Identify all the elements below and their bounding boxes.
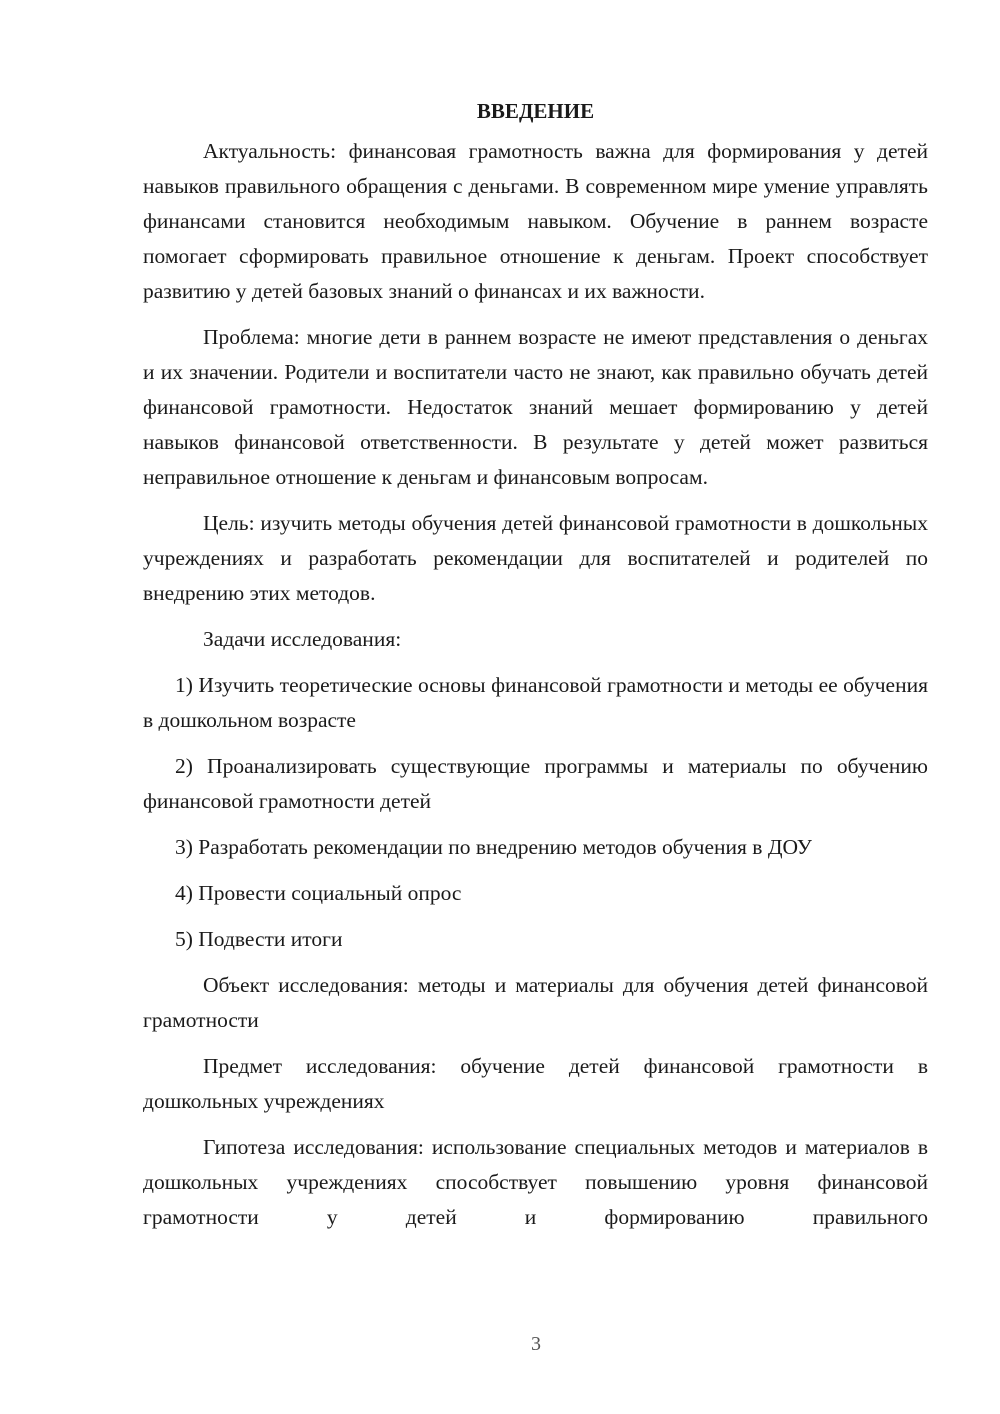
page-content [143, 94, 928, 1235]
list-item: 2) Проанализировать существующие программы и материалы по обучению финансовой грамотности детей [143, 754, 928, 813]
paragraph-relevance: Актуальность: финансовая грамотность важна для формирования у детей навыков правильного обращения с деньгами. В современном мире умение управлять финансами становится необходимым навыком. Обучение в раннем возрасте помогает сформировать правильное отношение к деньгам. Проект способствует развитию у детей базовых знаний о финансах и их важности. [143, 139, 928, 303]
page-number: 3 [531, 1333, 541, 1355]
list-item: 5) Подвести итоги [175, 927, 343, 951]
list-item: 3) Разработать рекомендации по внедрению методов обучения в ДОУ [175, 835, 813, 859]
paragraph-object: Объект исследования: методы и материалы для обучения детей финансовой грамотности [143, 973, 928, 1032]
paragraph-problem: Проблема: многие дети в раннем возрасте не имеют представления о деньгах и их значении. Родители и воспитатели часто не знают, как правильно обучать детей финансовой грамотности. Недостаток знаний мешает формированию у детей навыков финансовой ответственности. В результате у детей может развиться неправильное отношение к деньгам и финансовым вопросам. [143, 325, 928, 489]
page-title: ВВЕДЕНИЕ [476, 99, 595, 123]
list-item: 1) Изучить теоретические основы финансовой грамотности и методы ее обучения в дошкольном возрасте [143, 673, 928, 732]
paragraph-hypothesis: Гипотеза исследования: использование специальных методов и материалов в дошкольных учреждениях способствует повышению уровня финансовой грамотности у детей и формированию правильного [143, 1135, 928, 1229]
paragraph-subject: Предмет исследования: обучение детей финансовой грамотности в дошкольных учреждениях [143, 1054, 928, 1113]
tasks-list [143, 668, 928, 957]
list-item: 4) Провести социальный опрос [175, 881, 462, 905]
tasks-heading: Задачи исследования: [203, 627, 402, 651]
paragraph-goal: Цель: изучить методы обучения детей финансовой грамотности в дошкольных учреждениях и разработать рекомендации для воспитателей и родителей по внедрению этих методов. [143, 511, 928, 605]
